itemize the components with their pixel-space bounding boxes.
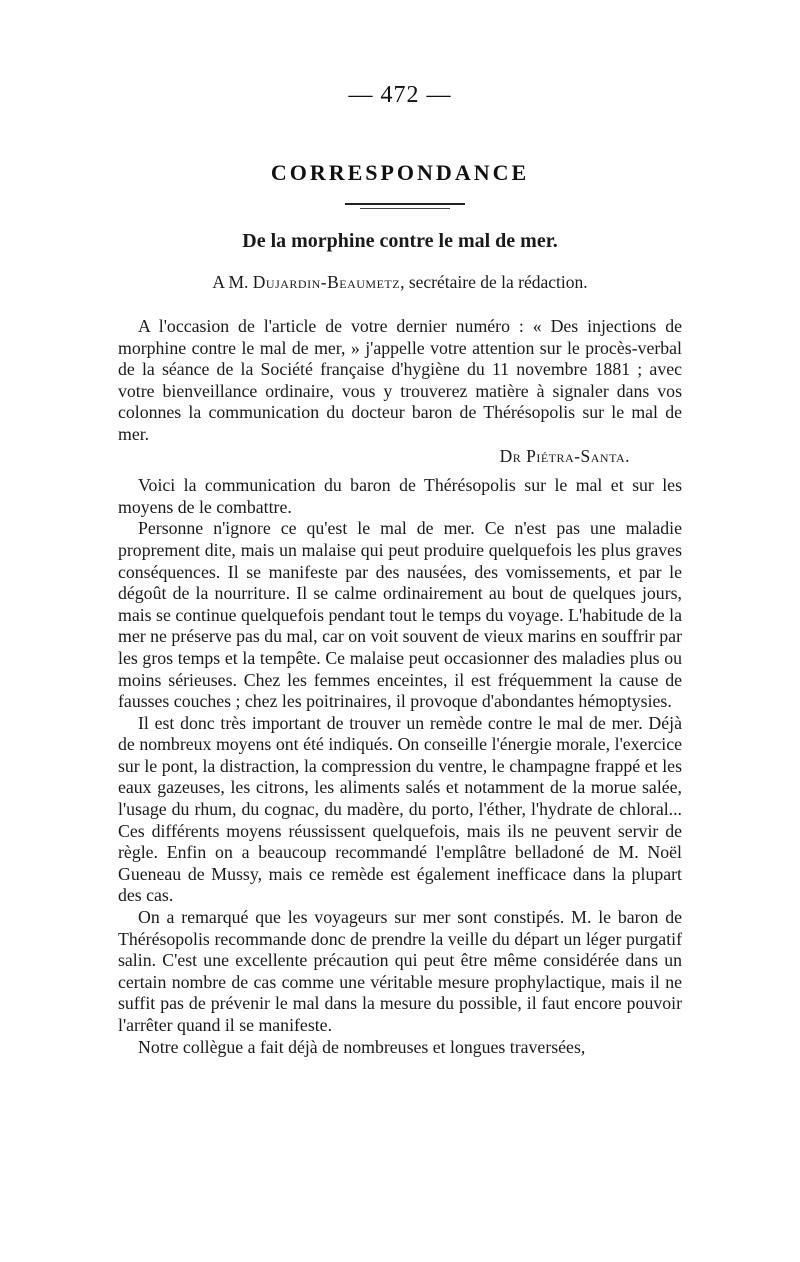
section-title: CORRESPONDANCE (270, 160, 530, 185)
body-paragraph: Notre collègue a fait déjà de nombreuses et longues traversées, (138, 1036, 586, 1057)
signature: Dr Piétra-Santa. (499, 445, 630, 466)
body-paragraph: On a remarqué que les voyageurs sur mer sont constipés. M. le baron de Thérésopolis recommande donc de prendre la veille du départ un léger purgatif salin. C'est une excellente précaution qui peut être même considérée dans un certain nombre de cas comme une véritable mesure prophylactique, mais il ne suffit pas de prévenir le mal dans la mesure du possible, il faut encore pouvoir l'arrêter quand il se manifeste. (118, 907, 682, 1035)
body-paragraph: Voici la communication du baron de Thérésopolis sur le mal et sur les moyens de le combattre. (118, 475, 682, 517)
body-paragraph: Personne n'ignore ce qu'est le mal de mer. Ce n'est pas une maladie proprement dite, mais un malaise qui peut produire quelquefois les plus graves conséquences. Il se manifeste par des nausées, des vomissements, et par le dégoût de la nourriture. Il se calme ordinairement au bout de quelques jours, mais se continue quelquefois pendant tout le temps du voyage. L'habitude de la mer ne préserve pas du mal, car on voit souvent de vieux marins en souffrir par les gros temps et la tempête. Ce malaise peut occasionner des maladies plus ou moins sérieuses. Chez les femmes enceintes, il est fréquemment la cause de fausses couches ; chez les poitrinaires, il provoque d'abondantes hémoptysies. (118, 518, 682, 712)
address-suffix: , secrétaire de la rédaction. (400, 272, 588, 292)
page-number: — 472 — (348, 82, 452, 108)
article-title: De la morphine contre le mal de mer. (242, 230, 558, 252)
address-name: Dujardin-Beaumetz (252, 272, 401, 292)
article-body (118, 316, 682, 1058)
letter-paragraph: A l'occasion de l'article de votre dernier numéro : « Des injections de morphine contre le mal de mer, » j'appelle votre attention sur le procès-verbal de la séance de la Société française d'hygiène du 11 novembre 1881 ; avec votre bienveillance ordinaire, vous y trouverez matière à signaler dans vos colonnes la communication du docteur baron de Thérésopolis sur le mal de mer. (118, 316, 682, 444)
title-rule-divider (345, 203, 465, 205)
body-paragraph: Il est donc très important de trouver un remède contre le mal de mer. Déjà de nombreux moyens ont été indiqués. On conseille l'énergie morale, l'exercice sur le pont, la distraction, la compression du ventre, le champagne frappé et les eaux gazeuses, les citrons, les aliments salés et notamment de la morue salée, l'usage du rhum, du cognac, du madère, du porto, l'éther, l'hydrate de chloral... Ces différents moyens réussissent quelquefois, mais ils ne peuvent servir de règle. Enfin on a beaucoup recommandé l'emplâtre belladoné de M. Noël Gueneau de Mussy, mais ce remède est également inefficace dans la plupart des cas. (118, 712, 682, 906)
letter-address (0, 272, 800, 293)
address-prefix: A M. (212, 272, 253, 292)
